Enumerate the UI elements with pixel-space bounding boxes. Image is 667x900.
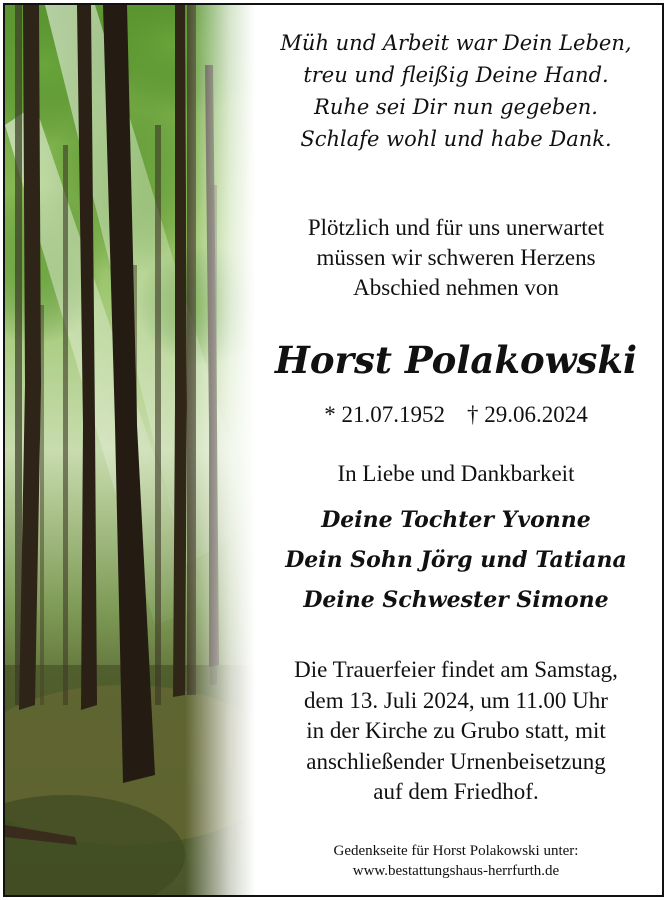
mourners-list xyxy=(250,500,662,620)
birth-date: * 21.07.1952 xyxy=(324,402,445,427)
poem-line: Müh und Arbeit war Dein Leben, xyxy=(280,31,632,55)
mourner: Deine Tochter Yvonne xyxy=(321,507,591,533)
obituary-card xyxy=(3,3,664,897)
forest-image xyxy=(5,5,255,895)
poem-line: Ruhe sei Dir nun gegeben. xyxy=(314,95,598,119)
intro-line: müssen wir schweren Herzens xyxy=(316,245,596,270)
funeral-line: Die Trauerfeier findet am Samstag, xyxy=(294,657,618,682)
funeral-line: auf dem Friedhof. xyxy=(373,779,539,804)
intro-line: Abschied nehmen von xyxy=(353,275,559,300)
intro-text xyxy=(250,213,662,303)
poem-line: treu und fleißig Deine Hand. xyxy=(303,63,609,87)
obituary-text xyxy=(250,5,662,895)
memorial-footer xyxy=(250,841,662,881)
death-date: † 29.06.2024 xyxy=(467,402,588,427)
deceased-name: Horst Polakowski xyxy=(274,338,638,382)
thanks-line: In Liebe und Dankbarkeit xyxy=(337,461,575,486)
poem xyxy=(250,27,662,155)
mourner: Deine Schwester Simone xyxy=(303,587,609,613)
poem-line: Schlafe wohl und habe Dank. xyxy=(300,127,612,151)
memorial-url[interactable]: www.bestattungshaus-herrfurth.de xyxy=(352,863,560,879)
funeral-info xyxy=(250,655,662,808)
life-dates xyxy=(250,401,662,429)
forest-photo xyxy=(5,5,255,895)
funeral-line: in der Kirche zu Grubo statt, mit xyxy=(306,718,606,743)
memorial-page-note: Gedenkseite für Horst Polakowski unter: xyxy=(333,843,579,859)
intro-line: Plötzlich und für uns unerwartet xyxy=(307,215,605,240)
funeral-line: dem 13. Juli 2024, um 11.00 Uhr xyxy=(304,687,608,713)
mourner: Dein Sohn Jörg und Tatiana xyxy=(285,547,627,573)
funeral-line: anschließender Urnenbeisetzung xyxy=(306,748,606,774)
